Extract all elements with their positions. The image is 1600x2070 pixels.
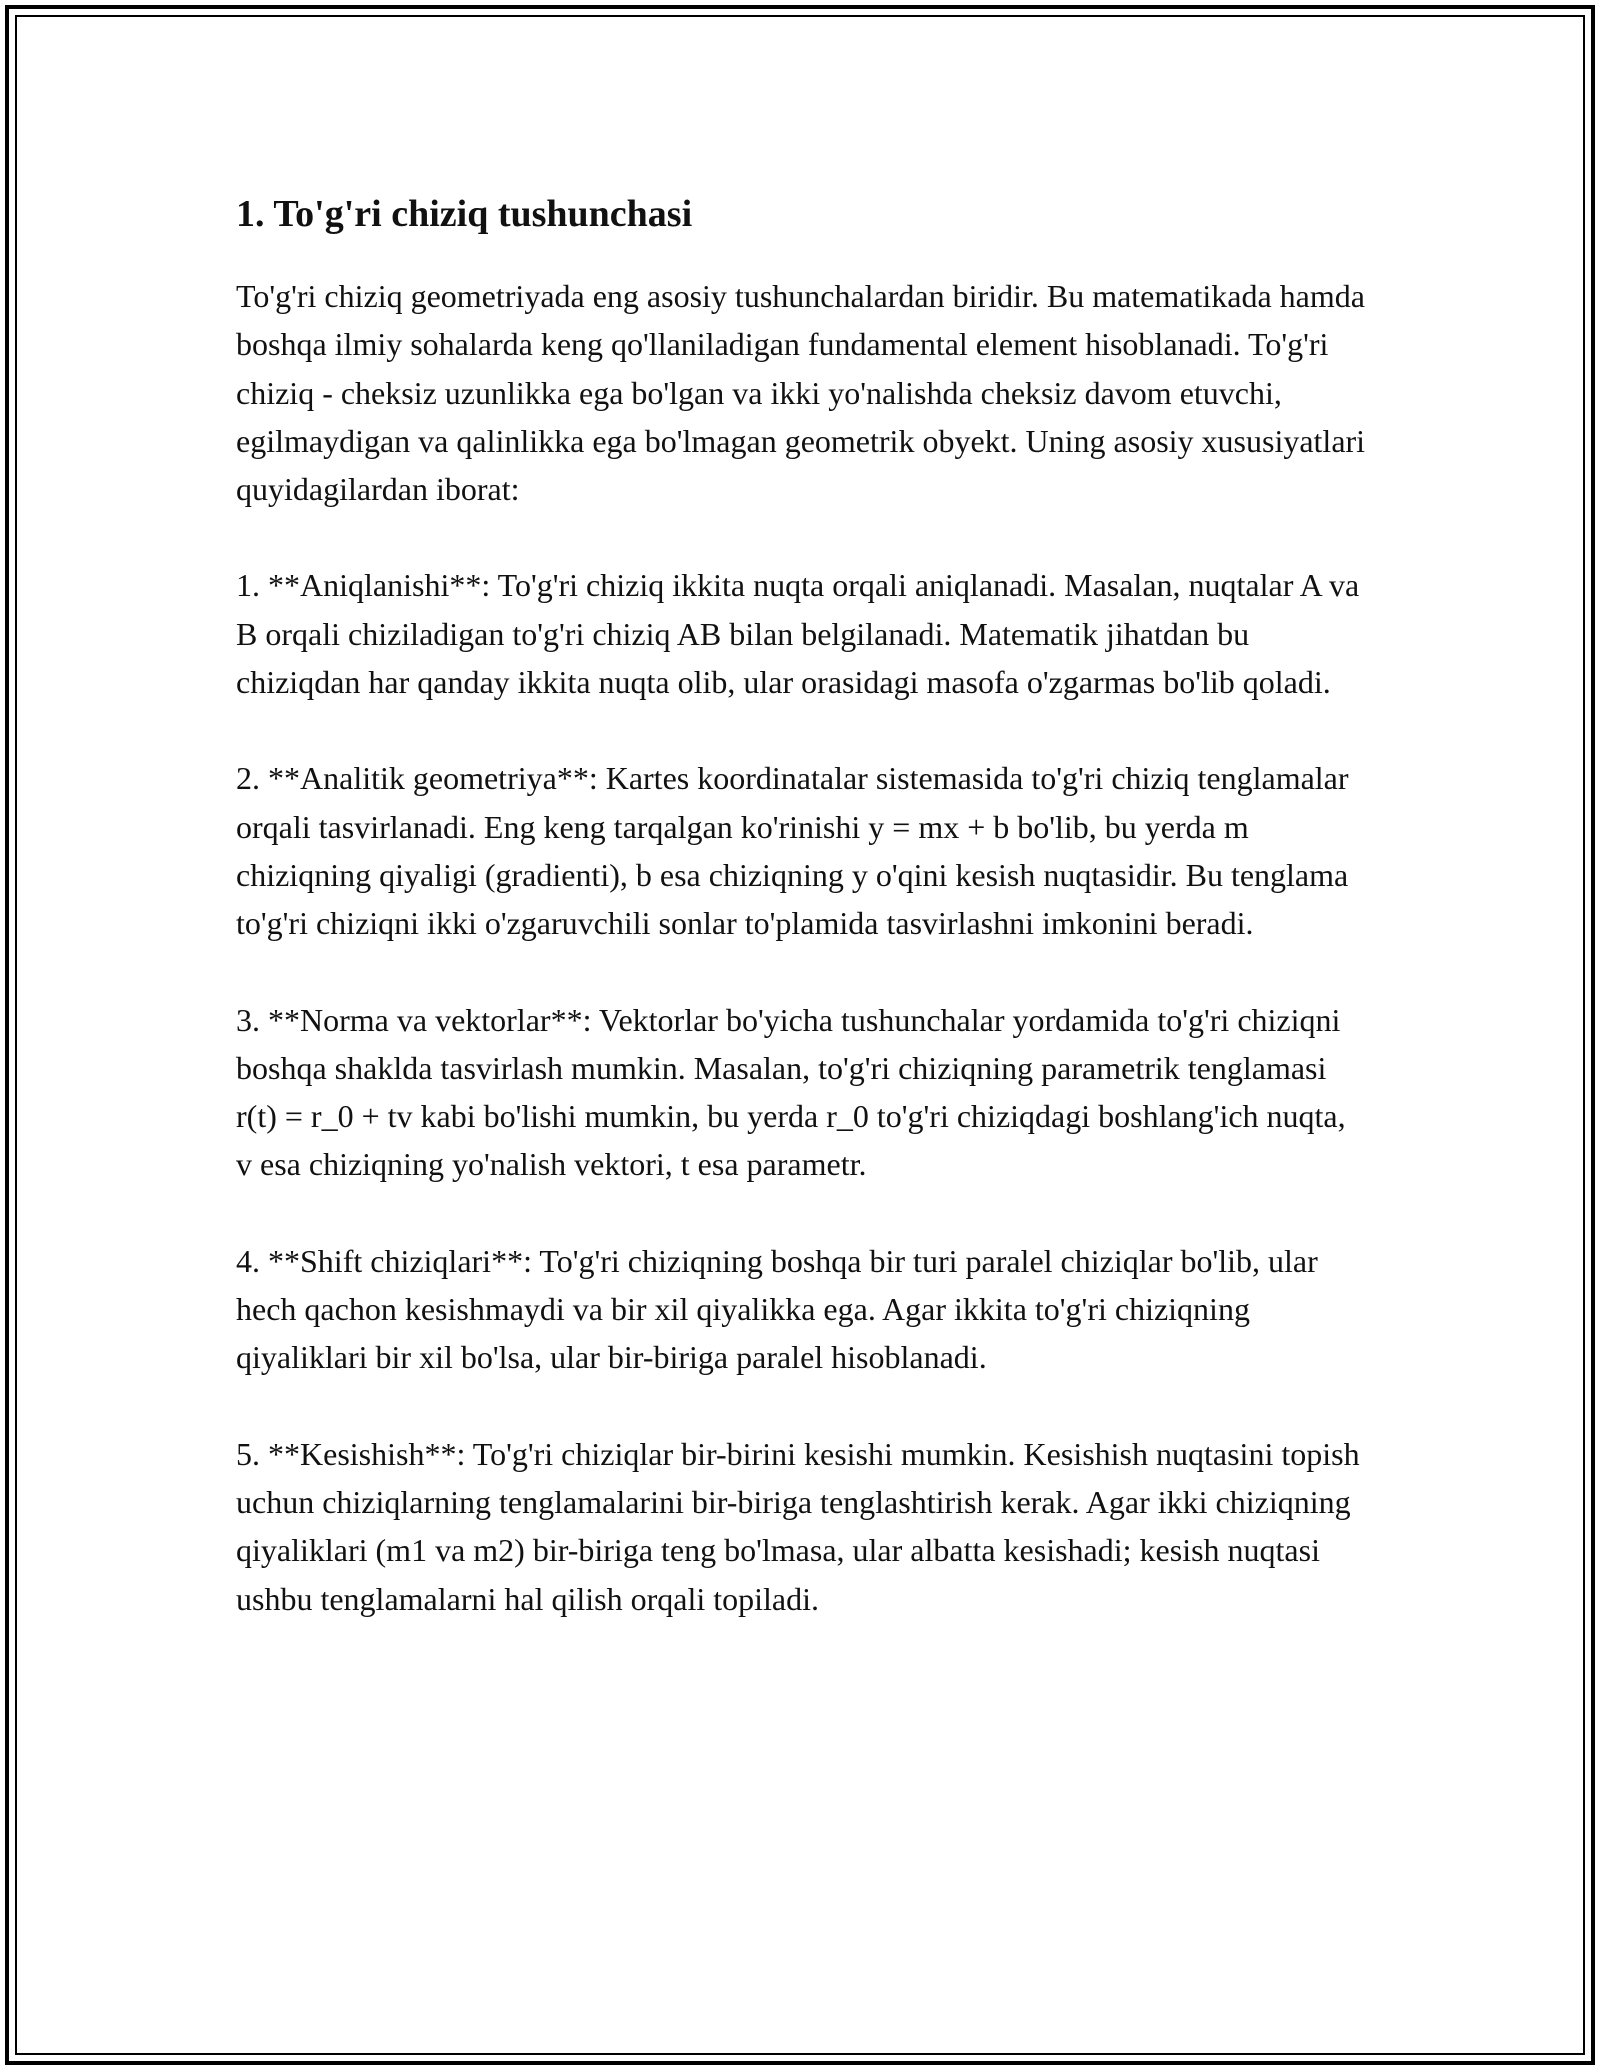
section-heading: 1. To'g'ri chiziq tushunchasi [236, 193, 693, 235]
list-item-kesishish: 5. **Kesishish**: To'g'ri chiziqlar bir-birini kesishi mumkin. Kesishish nuqtasini topish uchun chiziqlarning tenglamalarini bir-biriga tenglashtirish kerak. Agar ikki chiziqning qiyaliklari (m1 va m2) bir-biriga teng bo'lmasa, ular albatta kesishadi; kesish nuqtasi ushbu tenglamalarni hal qilish orqali topiladi. [236, 1435, 1360, 1617]
list-item-norma-va-vektorlar: 3. **Norma va vektorlar**: Vektorlar bo'yicha tushunchalar yordamida to'g'ri chiziqni boshqa shaklda tasvirlash mumkin. Masalan, to'g'ri chiziqning parametrik tenglamasi r(t) = r_0 + tv kabi bo'lishi mumkin, bu yerda r_0 to'g'ri chiziqdagi boshlang'ich nuqta, v esa chiziqning yo'nalish vektori, t esa parametr. [236, 1001, 1346, 1183]
document-body [236, 190, 1366, 1671]
list-item-shift-chiziqlari: 4. **Shift chiziqlari**: To'g'ri chiziqning boshqa bir turi paralel chiziqlar bo'lib, ular hech qachon kesishmaydi va bir xil qiyalikka ega. Agar ikkita to'g'ri chiziqning qiyaliklari bir xil bo'lsa, ular bir-biriga paralel hisoblanadi. [236, 1242, 1318, 1376]
list-item-analitik-geometriya: 2. **Analitik geometriya**: Kartes koordinatalar sistemasida to'g'ri chiziq tenglamalar orqali tasvirlanadi. Eng keng tarqalgan ko'rinishi y = mx + b bo'lib, bu yerda m chiziqning qiyaligi (gradienti), b esa chiziqning y o'qini kesish nuqtasidir. Bu tenglama to'g'ri chiziqni ikki o'zgaruvchili sonlar to'plamida tasvirlashni imkonini beradi. [236, 760, 1349, 942]
list-item-aniqlanishi: 1. **Aniqlanishi**: To'g'ri chiziq ikkita nuqta orqali aniqlanadi. Masalan, nuqtalar A va B orqali chiziladigan to'g'ri chiziq AB bilan belgilanadi. Matematik jihatdan bu chiziqdan har qanday ikkita nuqta olib, ular orasidagi masofa o'zgarmas bo'lib qoladi. [236, 567, 1360, 701]
intro-paragraph: To'g'ri chiziq geometriyada eng asosiy tushunchalardan biridir. Bu matematikada hamda boshqa ilmiy sohalarda keng qo'llaniladigan fundamental element hisoblanadi. To'g'ri chiziq - cheksiz uzunlikka ega bo'lgan va ikki yo'nalishda cheksiz davom etuvchi, egilmaydigan va qalinlikka ega bo'lmagan geometrik obyekt. Uning asosiy xususiyatlari quyidagilardan iborat: [236, 278, 1366, 508]
